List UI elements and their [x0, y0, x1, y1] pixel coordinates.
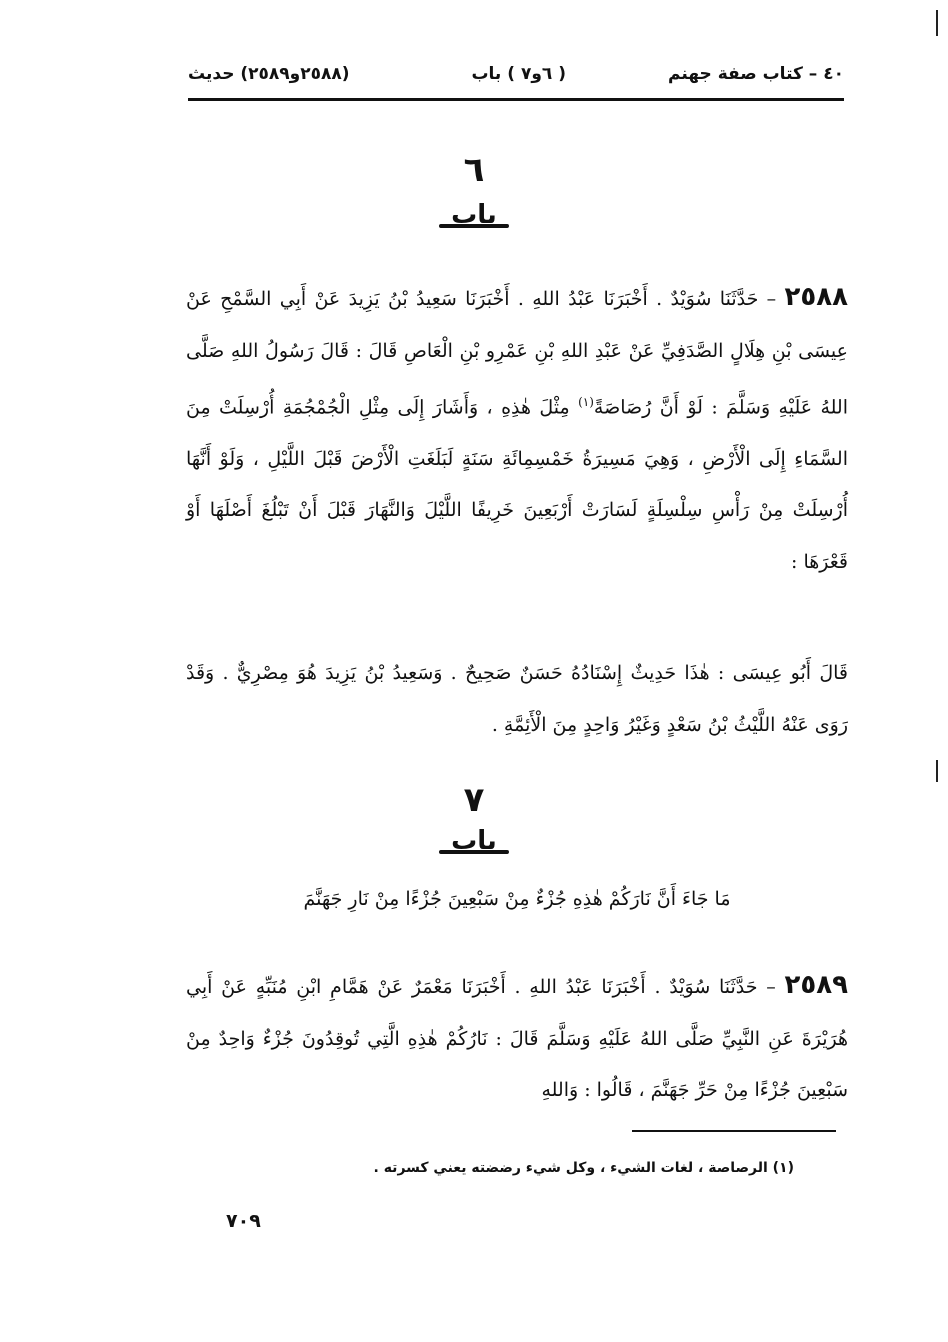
hadith-2588 — [186, 272, 848, 588]
hadith-2589 — [186, 960, 848, 1117]
scan-edge-mark — [936, 760, 938, 782]
comment-2588-text: قَالَ أَبُو عِيسَى : هٰذَا حَدِيثٌ إِسْنَادُهُ حَسَنٌ صَحِيحٌ . وَسَعِيدُ بْنُ يَزِيدَ هُوَ مِصْرِيٌّ . وَقَدْ رَوَى عَنْهُ اللَّيْثُ بْنُ سَعْدٍ وَغَيْرُ وَاحِدٍ مِنَ الْأَئِمَّةِ . — [186, 662, 848, 736]
chapter-6-number: ٦ — [463, 150, 485, 190]
page-number: ٧٠٩ — [226, 1210, 261, 1232]
chapter-6-heading — [0, 200, 948, 228]
chapter-7-subtitle: مَا جَاءَ أَنَّ نَارَكُمْ هٰذِهِ جُزْءٌ مِنْ سَبْعِينَ جُزْءًا مِنْ نَارِ جَهَنَّمَ — [303, 888, 731, 910]
chapter-7-number: ٧ — [463, 780, 485, 820]
header-rule — [188, 98, 844, 101]
hadith-2588-text-cont: مِثْلَ هٰذِهِ ، وَأَشَارَ إِلَى مِثْلِ الْجُمْجُمَةِ أُرْسِلَتْ مِنَ السَّمَاءِ إِلَى الْأَرْضِ ، وَهِيَ مَسِيرَةُ خَمْسِمِائَةِ سَنَةٍ لَبَلَغَتِ الْأَرْضَ قَبْلَ اللَّيْلِ ، وَلَوْ أَنَّهَا أُرْسِلَتْ مِنْ رَأْسِ سِلْسِلَةٍ لَسَارَتْ أَرْبَعِينَ خَرِيفًا اللَّيْلَ وَالنَّهَارَ قَبْلَ أَنْ تَبْلُغَ أَصْلَهَا أَوْ قَعْرَهَا : — [186, 396, 848, 573]
hadith-2588-text: – حَدَّثَنَا سُوَيْدٌ . أَخْبَرَنَا عَبْدُ اللهِ . أَخْبَرَنَا سَعِيدُ بْنُ يَزِيدَ عَنْ أَبِي السَّمْحِ عَنْ عِيسَى بْنِ هِلَالٍ الصَّدَفِيِّ عَنْ عَبْدِ اللهِ بْنِ عَمْرِو بْنِ الْعَاصِ قَالَ : قَالَ رَسُولُ اللهِ صَلَّى اللهُ عَلَيْهِ وَسَلَّمَ : لَوْ أَنَّ رُصَاصَةً — [186, 288, 848, 419]
header-chapter-range: ( ٦و٧ ) باب — [471, 64, 566, 84]
hadith-2589-number: ٢٥٨٩ — [784, 970, 848, 1000]
chapter-6-word: باب — [451, 200, 497, 230]
hadith-2588-number: ٢٥٨٨ — [784, 282, 848, 312]
chapter-7-word: باب — [451, 826, 497, 856]
footnote-ref-1: (١) — [578, 395, 594, 409]
scan-edge-mark — [936, 10, 938, 36]
hadith-2589-text: – حَدَّثَنَا سُوَيْدٌ . أَخْبَرَنَا عَبْدُ اللهِ . أَخْبَرَنَا مَعْمَرٌ عَنْ هَمَّامِ ابْنِ مُنَبِّهٍ عَنْ أَبِي هُرَيْرَةَ عَنِ النَّبِيِّ صَلَّى اللهُ عَلَيْهِ وَسَلَّمَ قَالَ : نَارُكُمْ هٰذِهِ الَّتِي تُوقِدُونَ جُزْءٌ وَاحِدٌ مِنْ سَبْعِينَ جُزْءًا مِنْ حَرِّ جَهَنَّمَ ، قَالُوا : وَاللهِ — [186, 976, 848, 1101]
chapter-7-heading — [0, 826, 948, 854]
header-book-title: ٤٠ – كتاب صفة جهنم — [668, 64, 844, 84]
header-hadith-range: (٢٥٨٨و٢٥٨٩) حديث — [188, 64, 350, 84]
footnote-rule — [632, 1130, 836, 1132]
running-header — [188, 58, 844, 94]
footnote-1: (١) الرصاصة ، لغات الشيء ، وكل شيء رضضته يعني كسرته . — [373, 1160, 794, 1176]
comment-2588 — [186, 648, 848, 751]
